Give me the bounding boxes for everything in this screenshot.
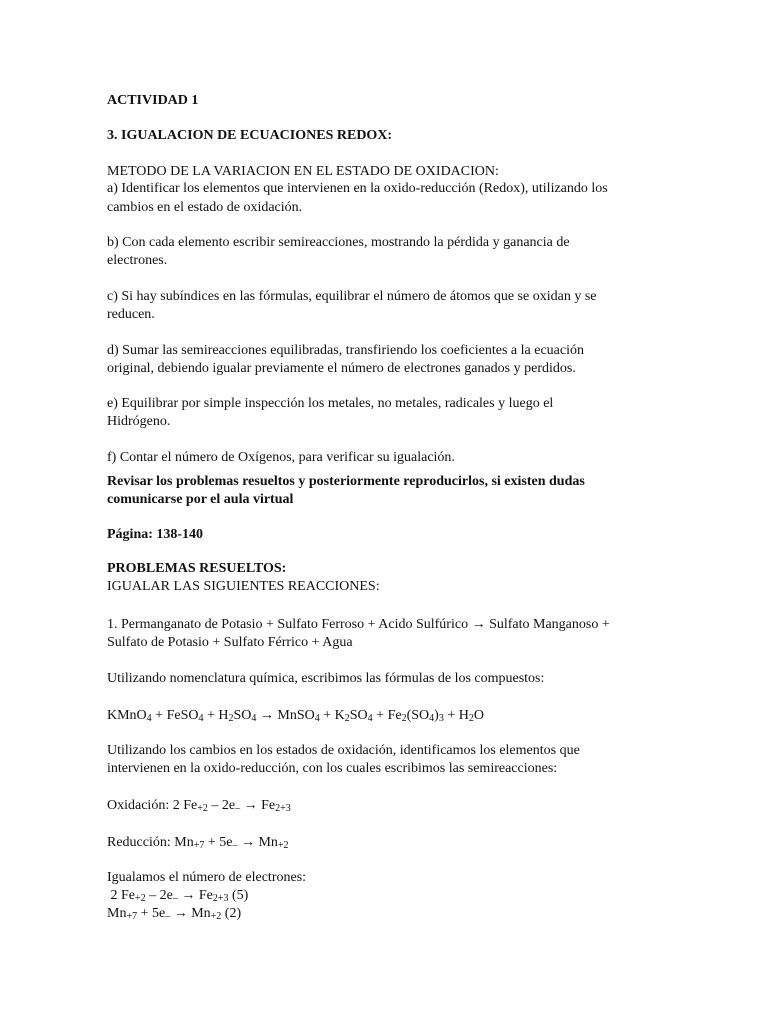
oxidation-note-line: Utilizando los cambios en los estados de oxidación, identificamos los elementos que <box>107 743 580 758</box>
step-line: reducen. <box>107 307 155 322</box>
step-line: f) Contar el número de Oxígenos, para verificar su igualación. <box>107 450 455 465</box>
formula-subscript: 2 <box>468 713 474 724</box>
formula-subscript: 2 <box>401 713 407 724</box>
formula-text: ) <box>434 708 439 723</box>
formula-subscript: – <box>172 893 178 904</box>
formula-text: + 5e <box>137 906 166 921</box>
reduction-half-reaction <box>107 834 289 852</box>
problem-statement-line: Sulfato de Potasio + Sulfato Férrico + Agua <box>107 635 353 650</box>
formula-text: – 2e <box>145 888 173 903</box>
formula-subscript: +7 <box>193 840 205 851</box>
step-line: d) Sumar las semireacciones equilibradas, transfiriendo los coeficientes a la ecuación <box>107 343 584 358</box>
step-line: Hidrógeno. <box>107 414 171 429</box>
formula-subscript: +2 <box>277 840 289 851</box>
solved-instruction: IGUALAR LAS SIGUIENTES REACCIONES: <box>107 579 380 594</box>
formula-text: + FeSO <box>151 708 199 723</box>
oxidation-half-reaction <box>107 797 291 815</box>
equalize-note: Igualamos el número de electrones: <box>107 870 307 885</box>
formula-subscript: 4 <box>146 713 152 724</box>
formula-subscript: 2+3 <box>212 893 229 904</box>
formula-text: Reducción: Mn <box>107 835 194 850</box>
formula-subscript: 3 <box>438 713 444 724</box>
formula-subscript: 2 <box>344 713 350 724</box>
method-heading: METODO DE LA VARIACION EN EL ESTADO DE OXIDACION: <box>107 164 499 179</box>
formula-subscript: 2 <box>228 713 234 724</box>
balanced-oxidation <box>107 887 248 905</box>
formula-text: + H <box>203 708 229 723</box>
formula-subscript: – <box>235 803 241 814</box>
formula-text: (2) <box>221 906 242 921</box>
step-line: a) Identificar los elementos que intervienen en la oxido-reducción (Redox), utilizando los <box>107 181 608 196</box>
formula-text: + H <box>443 708 469 723</box>
formula-subscript: – <box>165 911 171 922</box>
formula-subscript: 4 <box>314 713 320 724</box>
formula-text: → Mn <box>170 906 211 921</box>
formula-subscript: – <box>232 840 238 851</box>
oxidation-note-line: intervienen en la oxido-reducción, con los cuales escribimos las semireacciones: <box>107 761 558 776</box>
formula-text: → Fe <box>240 798 276 813</box>
formula-text: – 2e <box>207 798 236 813</box>
formula-text: → Mn <box>237 835 278 850</box>
formula-text: SO <box>233 708 252 723</box>
step-line: cambios en el estado de oxidación. <box>107 200 303 215</box>
problem-statement-line: 1. Permanganato de Potasio + Sulfato Ferroso + Acido Sulfúrico → Sulfato Manganoso + <box>107 617 610 632</box>
step-line: c) Si hay subíndices en las fórmulas, equilibrar el número de átomos que se oxidan y se <box>107 289 597 304</box>
formula-text: + K <box>319 708 345 723</box>
formula-text: (5) <box>228 888 249 903</box>
step-line: original, debiendo igualar previamente el número de electrones ganados y perdidos. <box>107 361 576 376</box>
formula-text: + 5e <box>204 835 233 850</box>
step-line: b) Con cada elemento escribir semireacciones, mostrando la pérdida y ganancia de <box>107 235 570 250</box>
notice-line: comunicarse por el aula virtual <box>107 492 294 507</box>
step-line: electrones. <box>107 253 168 268</box>
formula-text: + Fe <box>372 708 402 723</box>
page-reference: Página: 138-140 <box>107 527 204 542</box>
formula-text: 2 Fe <box>107 888 135 903</box>
formula-text: O <box>473 708 484 723</box>
balanced-reduction <box>107 905 241 923</box>
activity-title: ACTIVIDAD 1 <box>107 93 199 108</box>
section-title: 3. IGUALACION DE ECUACIONES REDOX: <box>107 128 393 143</box>
formula-text: SO <box>349 708 368 723</box>
formula-subscript: +2 <box>135 893 146 904</box>
nomenclature-note: Utilizando nomenclatura química, escribimos las fórmulas de los compuestos: <box>107 671 545 686</box>
formula-text: Mn <box>107 906 127 921</box>
formula-text: → MnSO <box>256 708 315 723</box>
formula-text: (SO <box>406 708 430 723</box>
formula-subscript: 4 <box>429 713 435 724</box>
formula-subscript: +2 <box>197 803 208 814</box>
formula-subscript: 4 <box>251 713 257 724</box>
step-line: e) Equilibrar por simple inspección los metales, no metales, radicales y luego el <box>107 396 554 411</box>
formula-text: Oxidación: 2 Fe <box>107 798 198 813</box>
formula-subscript: +2 <box>210 911 222 922</box>
formula-subscript: +7 <box>126 911 138 922</box>
formula-subscript: 2+3 <box>275 803 291 814</box>
formula-text: KMnO <box>107 708 147 723</box>
formula-subscript: 4 <box>198 713 204 724</box>
formula-subscript: 4 <box>367 713 373 724</box>
chemical-equation <box>107 707 484 725</box>
solved-heading: PROBLEMAS RESUELTOS: <box>107 561 287 576</box>
formula-text: → Fe <box>177 888 213 903</box>
notice-line: Revisar los problemas resueltos y posteriormente reproducirlos, si existen dudas <box>107 474 585 489</box>
